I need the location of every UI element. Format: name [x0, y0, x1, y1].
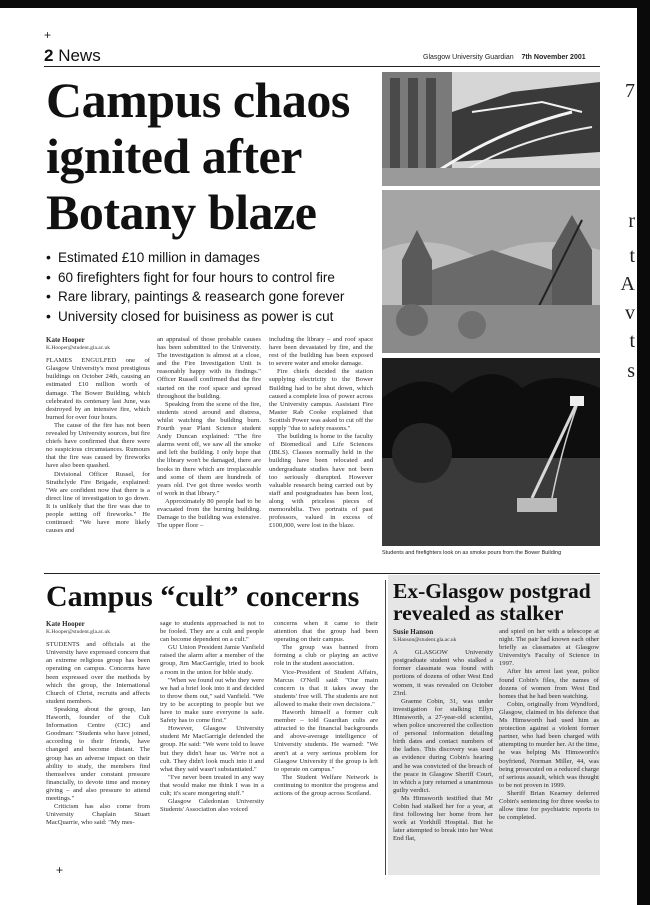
- body-paragraph: Speaking about the group, Ian Haworth, founder of the Cult Information Centre (CIC) and Goodman: "Students who have joined, according to their friends, have changed and become distant. The group has an adverse impact on their ability to study, the members find themselves under constant pressure financially, to devote time and money giving – and also pressure to attend meetings.": [46, 705, 150, 802]
- folio-meta: [423, 54, 586, 61]
- body-paragraph: A GLASGOW University postgraduate student who stalked a former classmate was found with portions of dozens of other West End women, it was revealed on October 23rd.: [393, 649, 493, 697]
- publication-name: Glasgow University Guardian: [423, 54, 514, 61]
- scan-border-top: [0, 0, 650, 8]
- body-paragraph: Divisional Officer Russel, for Strathclyde Fire Brigade, explained: "We are confident now that there is a direct line of investigation to go down. It is unlikely that the fire was due to people setting off fireworks." He continued: "We have more likely causes and: [46, 470, 150, 535]
- body-paragraph: Fire chiefs decided the station supplying electricity to the Bower Building had to be shut down, which caused a complete loss of power across the University campus. Assistant Fire Master Rab Cooke explained that Scottish Power was asked to cut off the supply "due to safety reasons.": [269, 368, 373, 433]
- lead-column-2: [157, 336, 261, 568]
- body-paragraph: FLAMES ENGULFED one of Glasgow University's most prestigious buildings on October 24th, causing an estimated £10 million worth of damage. The Bower Building, which celebrated its centenary last June, was destroyed by an intensive fire, which burned for over four hours.: [46, 357, 150, 421]
- body-paragraph: "When we found out who they were we had a brief look into it and decided to throw them out," said Vanfield. "We try to be accepting to people but we have to make sure everyone is safe. Safety has to come first.": [160, 676, 264, 725]
- scan-border-right: [637, 0, 650, 905]
- lead-byline: Kate Hooper: [46, 336, 85, 344]
- body-paragraph: Glasgow Caledonian University Students' Association also voiced: [160, 798, 264, 814]
- body-paragraph: The Student Welfare Network is continuing to monitor the progress and actions of the group across Scotland.: [274, 773, 378, 797]
- top-rule: [44, 66, 600, 67]
- cult-headline: Campus “cult” concerns: [46, 580, 360, 613]
- adjacent-page-letter: A: [620, 273, 635, 295]
- cult-column-2: [160, 620, 264, 872]
- fire-photo-roof: [382, 72, 600, 186]
- body-paragraph: concerns when it came to their attention that the group had been operating on their campus.: [274, 620, 378, 644]
- body-paragraph: including the library – and roof space have been devastated by fire, and the rest of the building has been exposed to severe water and smoke damage.: [269, 336, 373, 368]
- adjacent-page-letter: r: [628, 210, 635, 232]
- page-folio: [44, 46, 101, 66]
- cult-column-3: [274, 620, 378, 872]
- adjacent-page-letter: 7: [625, 80, 635, 102]
- page-number: 2: [44, 46, 54, 65]
- adjacent-page-letter: t: [629, 330, 635, 352]
- fire-photo-building: [382, 190, 600, 353]
- crop-mark-icon: +: [44, 28, 52, 42]
- body-paragraph: Graeme Cobin, 31, was under investigation for stalking Ellyn Himsworth, a 27-year-old scientist, when police uncovered the collection of personal information detailing birth dates and contact numbers of the ladies. This discovery was used as evidence during Cobin's hearing and he was convicted of the breach of the peace in Glasgow Sheriff Court, in which a jury returned a unanimous guilty verdict.: [393, 697, 493, 794]
- lead-headline: Campus chaos ignited after Botany blaze: [46, 72, 350, 240]
- fire-photo-crane: [382, 358, 600, 546]
- body-paragraph: Ms Himsworth testified that Mr Cobin had stalked her for a year, at first following her home from her work at Yorkhill Hospital. But he later attempted to break into her West End flat,: [393, 794, 493, 843]
- body-paragraph: Vice-President of Student Affairs, Marcus O'Neill said: "Our main concern is that it takes away the students' free will. The students are not allowed to make their own decisions.": [274, 668, 378, 708]
- body-paragraph: STUDENTS and officials at the University have expressed concern that an extreme religious group has been operating on campus. Concerns have been expressed over the methods by which the group, the International Church of Christ, recruits and affects student members.: [46, 641, 150, 705]
- photo-caption: Students and firefighters look on as smoke pours from the Bower Building: [382, 550, 562, 556]
- adjacent-page-letter: v: [625, 302, 635, 324]
- body-paragraph: sage to students approached is not to be fooled. They are a cult and people can become dependent on a cult.": [160, 620, 264, 644]
- body-paragraph: Speaking from the scene of the fire, students stood around and distress, whilst watching the building burn. Fourth year Plant Science student Andy Duncan explained: "The fire alarms went off, we saw all the smoke and left the building. I only hope that the library won't be damaged, there are books in there which are irreplaceable and some of them are hundreds of years old. I've got three weeks worth of work in that library.": [157, 400, 261, 497]
- bullet-item: • University closed for buisiness as power is cut: [46, 307, 376, 327]
- stalker-column-2: [499, 628, 599, 874]
- body-paragraph: After his arrest last year, police found Cobin's files, the names of dozens of women from West End homes that he had been watching.: [499, 668, 599, 700]
- cult-byline: Kate Hooper: [46, 620, 85, 628]
- bullet-item: • 60 firefighters fight for four hours to control fire: [46, 268, 376, 288]
- body-paragraph: "I've never been treated in any way that would make me think I was in a cult; it's scare mongering stuff.": [160, 773, 264, 797]
- stalker-byline-email: S.Hanson@student.gla.ac.uk: [393, 637, 457, 644]
- bullet-item: • Rare library, paintings & reasearch gone forever: [46, 287, 376, 307]
- body-paragraph: Cobin, originally from Wyndford, Glasgow, claimed in his defence that Ms Himsworth had used him as protection against a violent former partner, who had been charged with attempting to murder her. At the time, he was helping Ms Himsworth's boyfriend, Norman Miller, 44, was being prosecuted on a reduced charge of serious assault, which was thought to be not proven in 1999.: [499, 700, 599, 789]
- body-paragraph: The group was banned from forming a club or playing an active role in the student association.: [274, 644, 378, 668]
- body-paragraph: The building is home to the faculty of Biomedical and Life Sciences (IBLS). Classes normally held in the building have been relocated and undergraduate studies have not been too seriously disrupted. However valuable research being carried out by staff and postgraduates has been lost, along with priceless pieces of memorabilia. Two portraits of past professors, valued in excess of £100,000, were lost in the blaze.: [269, 433, 373, 530]
- section-name: News: [58, 46, 101, 65]
- stalker-headline: Ex-Glasgow postgrad revealed as stalker: [393, 579, 591, 625]
- bullet-item: • Estimated £10 million in damages: [46, 248, 376, 268]
- body-paragraph: an appraisal of those probable causes has been submitted to the University. The investigation is almost at a close, and the Fire Investigation Unit is reasonably happy with its findings." Officer Russell confirmed that the fire started on the roof space and spread throughout the building.: [157, 336, 261, 400]
- stalker-byline: Susie Hanson: [393, 628, 434, 636]
- lead-column-1: [46, 336, 150, 568]
- cult-column-1: [46, 620, 150, 872]
- lead-bullets: [46, 248, 376, 326]
- body-paragraph: The cause of the fire has not been revealed by University sources, but fire chiefs have confirmed that there were no suspicious circumstances. Rumours that the fire was caused by fireworks have also been quashed.: [46, 421, 150, 470]
- crop-mark-icon: +: [56, 863, 64, 877]
- body-paragraph: Haworth himself a former cult member – told Guardian cults are attracted to the financial backgrounds and above-average intelligence of University students. He warned: "We aren't at a very serious problem for Glasgow University if the group is left to operate on campus.": [274, 709, 378, 773]
- body-paragraph: However, Glasgow University student Mr MacGarrigle defended the group. He said: "We were told to leave but they didn't hear us. We're not a cult. They didn't look much into it and what they said wasn't substantiated.": [160, 725, 264, 773]
- cult-byline-email: K.Hooper@student.gla.ac.uk: [46, 629, 111, 636]
- stalker-column-1: [393, 628, 493, 874]
- body-paragraph: Criticism has also come from University Chaplain Stuart MacQuarrie, who said: "My mes-: [46, 803, 150, 827]
- body-paragraph: and spied on her with a telescope at night. The pair had known each other briefly as classmates at Glasgow University's Faculty of Science in 1997.: [499, 628, 599, 668]
- issue-date: 7th November 2001: [521, 54, 586, 61]
- body-paragraph: Sheriff Brian Kearney deferred Cobin's sentencing for three weeks to allow time for psychiatric reports to be completed.: [499, 789, 599, 822]
- section-rule: [44, 573, 600, 574]
- column-rule: [385, 580, 386, 875]
- adjacent-page-letter: s: [627, 360, 635, 382]
- body-paragraph: GU Union President Jamie Vanfield raised the alarm after a member of the group, Jim MacGarrigle, tried to book a room in the union for bible study.: [160, 644, 264, 676]
- adjacent-page-letter: t: [629, 245, 635, 267]
- lead-byline-email: K.Hooper@student.gla.ac.uk: [46, 345, 111, 352]
- body-paragraph: Approximately 80 people had to be evacuated from the burning building. Damage to the building was extensive. The upper floor –: [157, 497, 261, 530]
- lead-column-3: [269, 336, 373, 568]
